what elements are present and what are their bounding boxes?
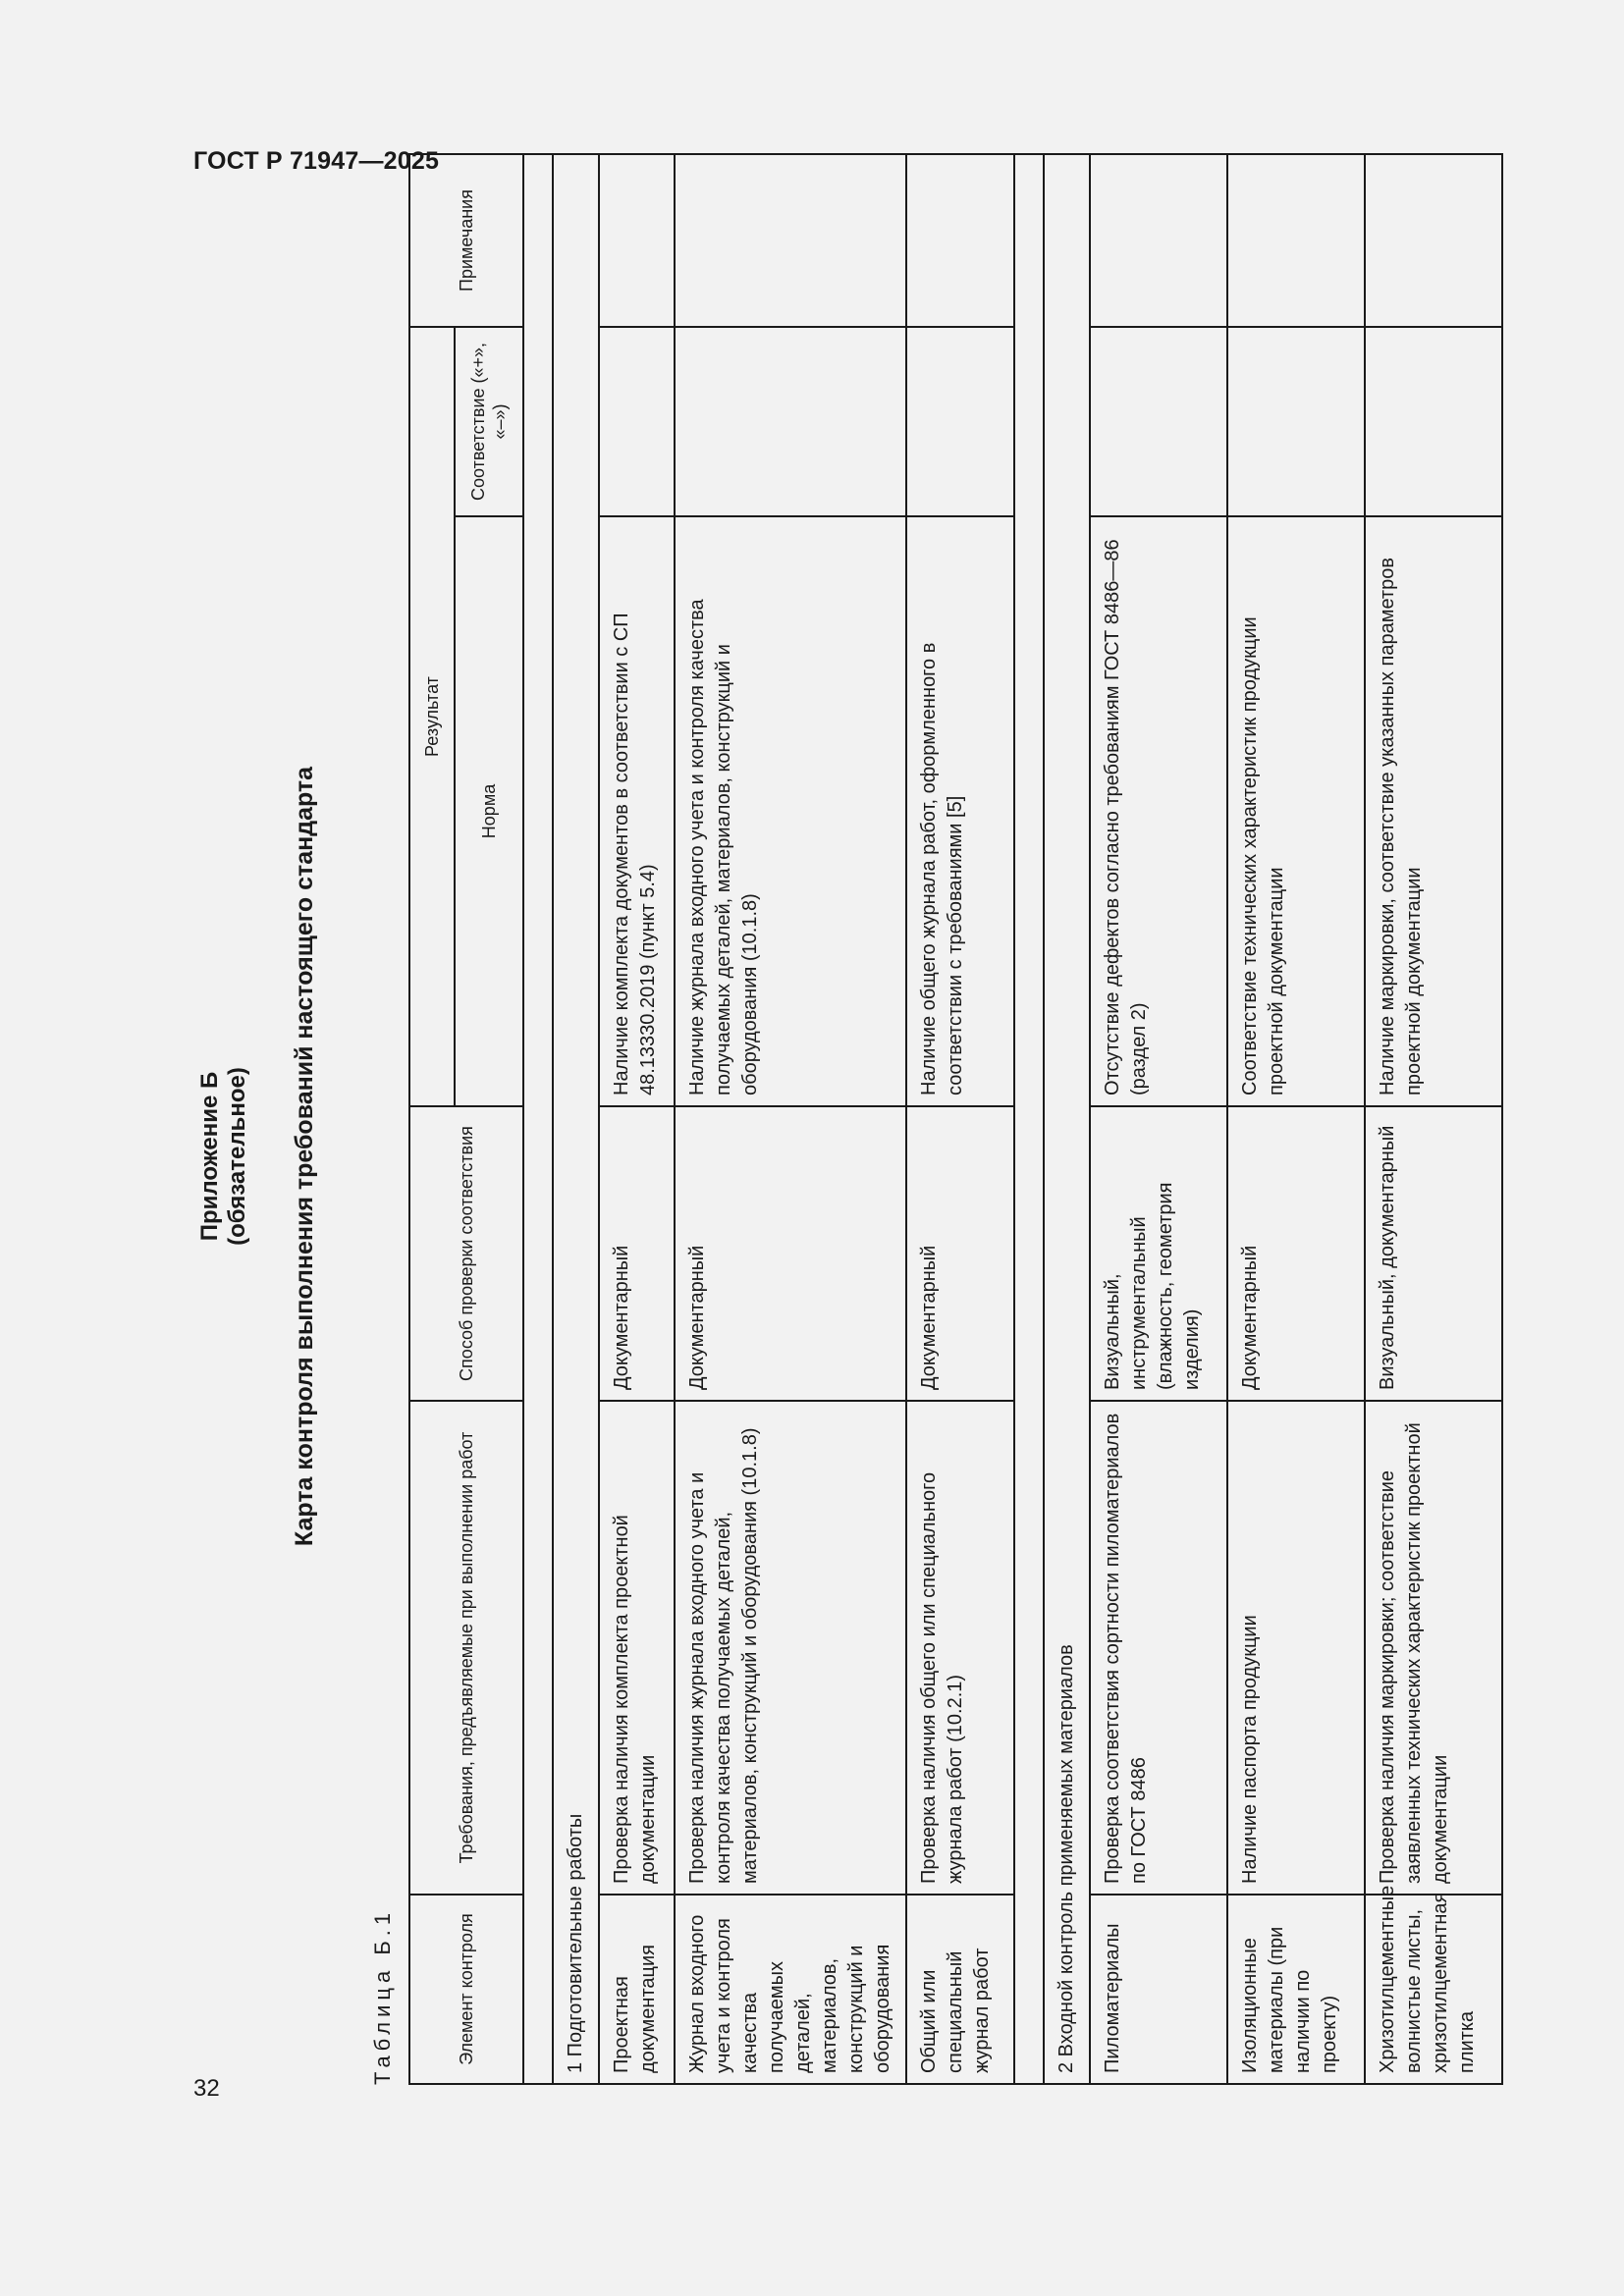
cell-notes	[1227, 154, 1365, 327]
cell-requirement: Наличие паспорта продукции	[1227, 1401, 1365, 1895]
table-row	[1090, 154, 1227, 2084]
table-row	[1365, 154, 1502, 2084]
cell-compliance	[906, 327, 1014, 516]
cell-requirement: Проверка наличия комплекта проектной документации	[599, 1401, 675, 1895]
cell-requirement: Проверка наличия общего или специального журнала работ (10.2.1)	[906, 1401, 1014, 1895]
header-norm: Норма	[455, 516, 523, 1106]
cell-norm: Соответствие технических характеристик продукции проектной документации	[1227, 516, 1365, 1106]
cell-compliance	[1365, 327, 1502, 516]
table-caption: Таблица Б.1	[370, 1907, 395, 2085]
header-result: Результат	[409, 327, 455, 1106]
page-number: 32	[193, 2075, 220, 2102]
header-method: Способ проверки соответствия	[409, 1106, 523, 1401]
section-title: 2 Входной контроль применяемых материалов	[1044, 154, 1090, 2084]
appendix-status: (обязательное)	[224, 1067, 250, 1246]
map-title: Карта контроля выполнения требований настоящего стандарта	[291, 766, 318, 1547]
header-compliance: Соответствие («+», «–»)	[455, 327, 523, 516]
cell-norm: Наличие журнала входного учета и контроля качества получаемых деталей, материалов, конструкций и оборудования (10.1.8)	[675, 516, 906, 1106]
cell-method: Визуальный, инструментальный (влажность, геометрия изделия)	[1090, 1106, 1227, 1401]
cell-compliance	[675, 327, 906, 516]
cell-method: Документарный	[906, 1106, 1014, 1401]
cell-element: Проектная документация	[599, 1895, 675, 2084]
cell-norm: Наличие комплекта документов в соответствии с СП 48.13330.2019 (пункт 5.4)	[599, 516, 675, 1106]
header-requirements: Требования, предъявляемые при выполнении работ	[409, 1401, 523, 1895]
cell-element: Журнал входного учета и контроля качества получаемых деталей, материалов, конструкций и оборудования	[675, 1895, 906, 2084]
cell-compliance	[1227, 327, 1365, 516]
header-element: Элемент контроля	[409, 1895, 523, 2084]
standard-header: ГОСТ Р 71947—2025	[193, 147, 440, 175]
rotated-content	[196, 189, 1478, 2085]
table-row	[906, 154, 1014, 2084]
cell-element: Хризотилцементные волнистые листы, хризотилцементная плитка	[1365, 1895, 1502, 2084]
cell-notes	[906, 154, 1014, 327]
cell-requirement: Проверка соответствия сортности пиломатериалов по ГОСТ 8486	[1090, 1401, 1227, 1895]
cell-norm: Наличие маркировки, соответствие указанных параметров проектной документации	[1365, 516, 1502, 1106]
cell-element: Общий или специальный журнал работ	[906, 1895, 1014, 2084]
cell-method: Документарный	[599, 1106, 675, 1401]
cell-requirement: Проверка наличия маркировки; соответствие заявленных технических характеристик проектной документации	[1365, 1401, 1502, 1895]
table-row	[675, 154, 906, 2084]
table-row	[599, 154, 675, 2084]
cell-compliance	[1090, 327, 1227, 516]
cell-norm: Наличие общего журнала работ, оформленного в соответствии с требованиями [5]	[906, 516, 1014, 1106]
cell-requirement: Проверка наличия журнала входного учета и контроля качества получаемых деталей, материалов, конструкций и оборудования (10.1.8)	[675, 1401, 906, 1895]
cell-notes	[1090, 154, 1227, 327]
cell-norm: Отсутствие дефектов согласно требованиям ГОСТ 8486—86 (раздел 2)	[1090, 516, 1227, 1106]
section-title: 1 Подготовительные работы	[553, 154, 599, 2084]
cell-element: Изоляционные материалы (при наличии по проекту)	[1227, 1895, 1365, 2084]
cell-method: Визуальный, документарный	[1365, 1106, 1502, 1401]
table-row	[1227, 154, 1365, 2084]
cell-notes	[599, 154, 675, 327]
cell-notes	[1365, 154, 1502, 327]
cell-method: Документарный	[1227, 1106, 1365, 1401]
cell-element: Пиломатериалы	[1090, 1895, 1227, 2084]
appendix-heading	[196, 228, 251, 2085]
cell-compliance	[599, 327, 675, 516]
cell-method: Документарный	[675, 1106, 906, 1401]
appendix-title: Приложение Б	[196, 1071, 223, 1242]
cell-notes	[675, 154, 906, 327]
control-map-table	[408, 153, 1503, 2085]
header-notes: Примечания	[409, 154, 523, 327]
